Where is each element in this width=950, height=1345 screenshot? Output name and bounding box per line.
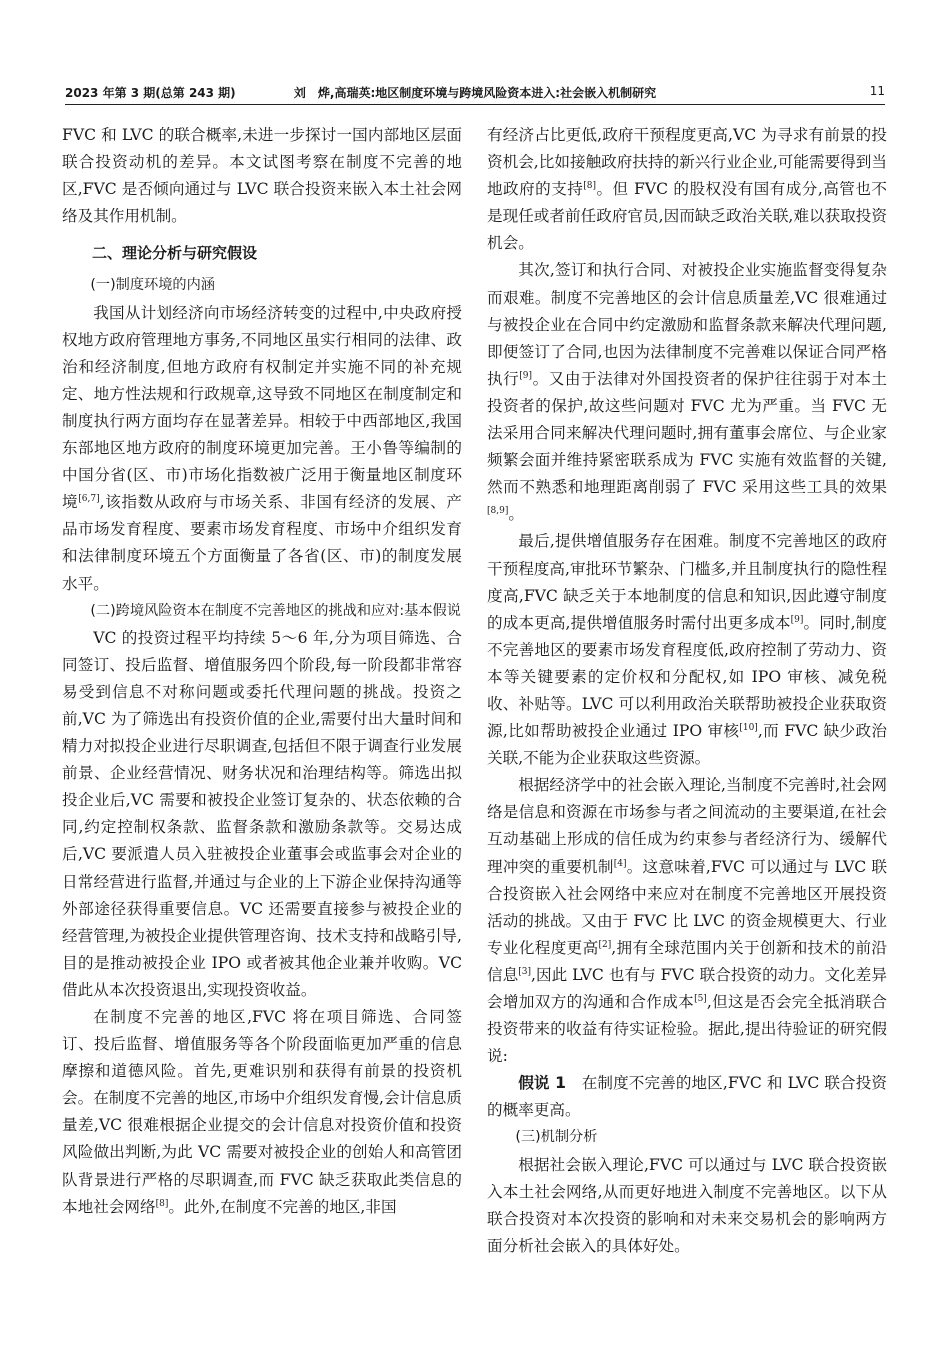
citation: [6,7] [78, 494, 100, 505]
section-heading-theory: 二、理论分析与研究假设 [92, 244, 258, 263]
journal-issue: 2023 年第 3 期(总第 243 期) [65, 86, 236, 100]
subsection-heading-mechanism: (三)机制分析 [515, 1129, 598, 1146]
subsection-heading-challenges: (二)跨境风险资本在制度不完善地区的挑战和应对:基本假说 [90, 602, 461, 619]
running-header [65, 84, 885, 105]
page-number: 11 [869, 84, 885, 98]
hypothesis-1: 假说 1 在制度不完善的地区,FVC 和 LVC 联合投资的概率更高。 [487, 1074, 887, 1120]
citation: [3] [518, 966, 531, 977]
paragraph-fvc-challenges: 在制度不完善的地区,FVC 将在项目筛选、合同签订、投后监督、增值服务等各个阶段面临更加严重的信息摩擦和道德风险。首先,更难识别和获得有前景的投资机会。在制度不完善的地区,市场中介组织发育慢,会计信息质量差,VC 很难根据企业提交的会计信息对投资价值和投资风险做出判断,为此 VC 需要对被投企业的创始人和高管团队背景进行严格的尽职调查,而 FVC 缺乏获取此类信息的本地社会网络[8]。此外,在制度不完善的地区,非国 [62, 1008, 462, 1216]
paragraph-mechanism: 根据社会嵌入理论,FVC 可以通过与 LVC 联合投资嵌入本土社会网络,从而更好地进入制度不完善地区。以下从联合投资对本次投资的影响和对未来交易机会的影响两方面分析社会嵌入的具体好处。 [487, 1155, 887, 1255]
left-column [62, 122, 462, 1221]
citation: [9] [790, 614, 804, 625]
paragraph-intro: FVC 和 LVC 的联合概率,未进一步探讨一国内部地区层面联合投资动机的差异。本文试图考察在制度不完善的地区,FVC 是否倾向通过与 LVC 联合投资来嵌入本土社会网络及其作用机制。 [62, 126, 462, 226]
citation: [8,9] [487, 506, 509, 517]
citation: [2] [598, 939, 612, 950]
paragraph-vc-process: VC 的投资过程平均持续 5～6 年,分为项目筛选、合同签订、投后监督、增值服务四个阶段,每一阶段都非常容易受到信息不对称问题或委托代理问题的挑战。投资之前,VC 为了筛选出有投资价值的企业,需要付出大量时间和精力对拟投企业进行尽职调查,包括但不限于调查行业发展前景、企业经营情况、财务状况和治理结构等。筛选出拟投企业后,VC 需要和被投企业签订复杂的、状态依赖的合同,约定控制权条款、监督条款和激励条款等。交易达成后,VC 要派遣人员入驻被投企业董事会或监事会对企业的日常经营进行监督,并通过与企业的上下游企业保持沟通等外部途径获得重要信息。VC 还需要直接参与被投企业的经营管理,为被投企业提供管理咨询、技术支持和战略引导,目的是推动被投企业 IPO 或者被其他企业兼并收购。VC 借此从本次投资退出,实现投资收益。 [62, 628, 462, 999]
citation: [8] [155, 1198, 169, 1209]
citation: [9] [519, 370, 533, 381]
paragraph-social-embedding: 根据经济学中的社会嵌入理论,当制度不完善时,社会网络是信息和资源在市场参与者之间流动的主要渠道,在社会互动基础上形成的信任成为约束参与者经济行为、缓解代理冲突的重要机制[4]。这意味着,FVC 可以通过与 LVC 联合投资嵌入社会网络中来应对在制度不完善地区开展投资活动的挑战。又由于 FVC 比 LVC 的资金规模更大、行业专业化程度更高[2],拥有全球范围内关于创新和技术的前沿信息[3],因此 LVC 也有与 FVC 联合投资的动力。文化差异会增加双方的沟通和合作成本[5],但这是否会完全抵消联合投资带来的收益有待实证检验。据此,提出待验证的研究假说: [487, 776, 887, 1066]
right-column [487, 122, 887, 1260]
citation: [4] [613, 858, 627, 869]
paragraph-contracts: 其次,签订和执行合同、对被投企业实施监督变得复杂而艰难。制度不完善地区的会计信息质量差,VC 很难通过与被投企业在合同中约定激励和监督条款来解决代理问题,即便签订了合同,也因为法律制度不完善难以保证合同严格执行[9]。又由于法律对外国投资者的保护往往弱于对本土投资者的保护,故这些问题对 FVC 尤为严重。当 FVC 无法采用合同来解决代理问题时,拥有董事会席位、与企业家频繁会面并维持紧密联系成为 FVC 实施有效监督的关键,然而不熟悉和地理距离削弱了 FVC 采用这些工具的效果[8,9]。 [487, 261, 887, 524]
citation: [5] [694, 994, 707, 1004]
citation: [10] [739, 723, 758, 734]
hypothesis-label: 假说 1 [518, 1074, 566, 1093]
citation: [8] [583, 181, 597, 192]
paragraph-institution: 我国从计划经济向市场经济转变的过程中,中央政府授权地方政府管理地方事务,不同地区虽实行相同的法律、政治和经济制度,但地方政府有权制定并实施不同的补充规定、地方性法规和行政规章,这导致不同地区在制度制定和制度执行两方面均存在显著差异。相较于中西部地区,我国东部地区地方政府的制度环境更加完善。王小鲁等编制的中国分省(区、市)市场化指数被广泛用于衡量地区制度环境[6,7],该指数从政府与市场关系、非国有经济的发展、产品市场发育程度、要素市场发育程度、市场中介组织发育和法律制度环境五个方面衡量了各省(区、市)的制度发展水平。 [62, 303, 462, 593]
running-title: 刘 烨,高瑞英:地区制度环境与跨境风险资本进入:社会嵌入机制研究 [293, 86, 657, 100]
subsection-heading-institution: (一)制度环境的内涵 [90, 277, 215, 294]
paragraph-value-added: 最后,提供增值服务存在困难。制度不完善地区的政府干预程度高,审批环节繁杂、门槛多,并且制度执行的隐性程度高,FVC 缺乏关于本地制度的信息和知识,因此遵守制度的成本更高,提供增值服务时需付出更多成本[9]。同时,制度不完善地区的要素市场发育程度低,政府控制了劳动力、资本等关键要素的定价权和分配权,如 IPO 审核、减免税收、补贴等。LVC 可以利用政治关联帮助被投企业获取资源,比如帮助被投企业通过 IPO 审核[10],而 FVC 缺少政治关联,不能为企业获取这些资源。 [487, 532, 888, 768]
paragraph-continued: 有经济占比更低,政府干预程度更高,VC 为寻求有前景的投资机会,比如接触政府扶持的新兴行业企业,可能需要得到当地政府的支持[8]。但 FVC 的股权没有国有成分,高管也不是现任或者前任政府官员,因而缺乏政治关联,难以获取投资机会。 [487, 126, 887, 253]
